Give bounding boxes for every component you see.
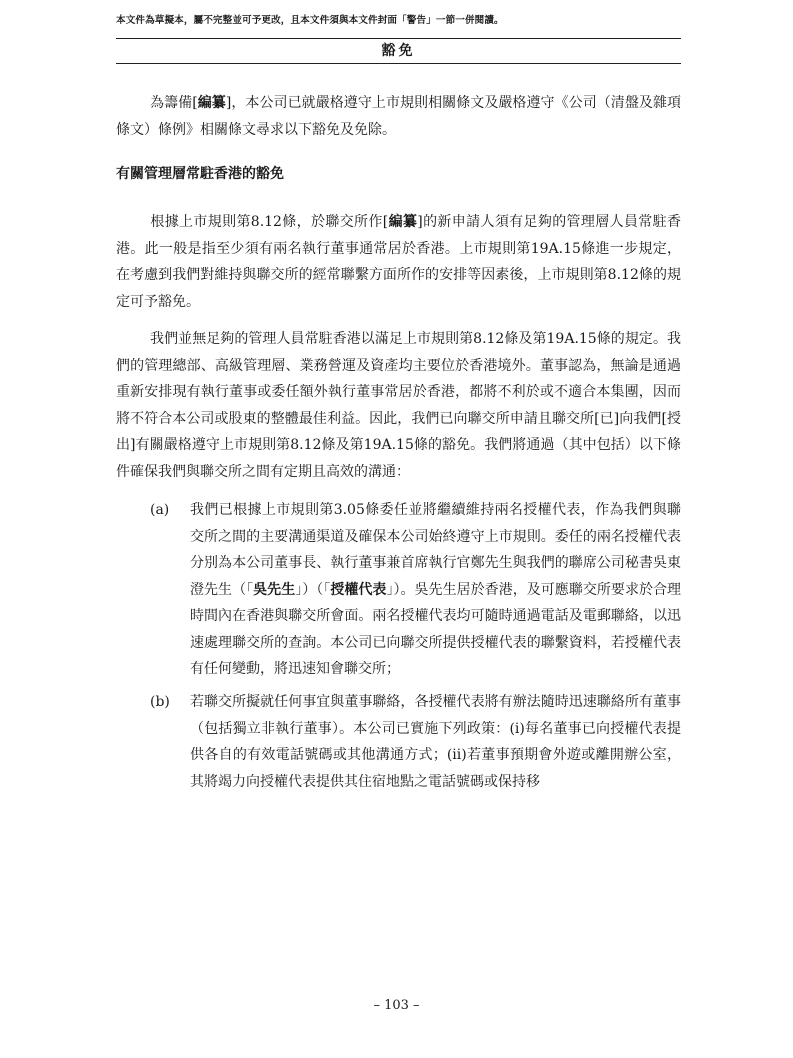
header-rule-top [116,38,681,39]
subheading: 有關管理層常駐香港的豁免 [116,166,284,182]
section-title: 豁免 [381,43,416,59]
draft-warning-header: 本文件為草擬本，屬不完整並可予更改，且本文件須與本文件封面「警告」一節一併閱讀。 [116,15,504,26]
list-item-text: 我們已根據上市規則第3.05條委任並將繼續維持兩名授權代表，作為我們與聯交所之間的主要溝通渠道及確保本公司始終遵守上市規則。委任的兩名授權代表分別為本公司董事長、執行董事兼首席執行官鄭先生與我們的聯席公司秘書吳東澄先生（「吳先生」）（「授權代表」）。吳先生居於香港，及可應聯交所要求於合理時間內在香港與聯交所會面。兩名授權代表均可隨時通過電話及電郵聯絡，以迅速處理聯交所的查詢。本公司已向聯交所提供授權代表的聯繫資料，若授權代表有任何變動，將迅速知會聯交所； [190,502,682,677]
header-rule-bottom [116,63,681,64]
page-number: – 103 – [373,998,420,1013]
list-item-text: 若聯交所擬就任何事宜與董事聯絡，各授權代表將有辦法隨時迅速聯絡所有董事（包括獨立非執行董事）。本公司已實施下列政策：(i)每名董事已向授權代表提供各自的有效電話號碼或其他溝通方式；(ii)若董事預期會外遊或離開辦公室，其將竭力向授權代表提供其住宿地點之電話號碼或保持移 [190,694,681,790]
redacted-term: 編纂 [197,95,226,111]
list-item-label: (b) [150,694,170,710]
paragraph-2: 我們並無足夠的管理人員常駐香港以滿足上市規則第8.12條及第19A.15條的規定。我們的管理總部、高級管理層、業務營運及資產均主要位於香港境外。董事認為，無論是通過重新安排現有執行董事或委任額外執行董事常居於香港，都將不利於或不適合本集團，因而將不符合本公司或股東的整體最佳利益。因此，我們已向聯交所申請且聯交所[已]向我們[授出]有關嚴格遵守上市規則第8.12條及第19A.15條的豁免。我們將通過（其中包括）以下條件確保我們與聯交所之間有定期且高效的溝通： [116,331,681,480]
list-item-label: (a) [150,502,170,518]
paragraph-1: 根據上市規則第8.12條，於聯交所作[編纂]的新申請人須有足夠的管理層人員常駐香港。此一般是指至少須有兩名執行董事通常居於香港。上市規則第19A.15條進一步規定，在考慮到我們對維持與聯交所的經常聯繫方面所作的安排等因素後，上市規則第8.12條的規定可予豁免。 [116,214,681,310]
redacted-term: 編纂 [388,214,418,230]
intro-paragraph: 為籌備[編纂]，本公司已就嚴格遵守上市規則相關條文及嚴格遵守《公司（清盤及雜項條文）條例》相關條文尋求以下豁免及免除。 [116,95,682,138]
